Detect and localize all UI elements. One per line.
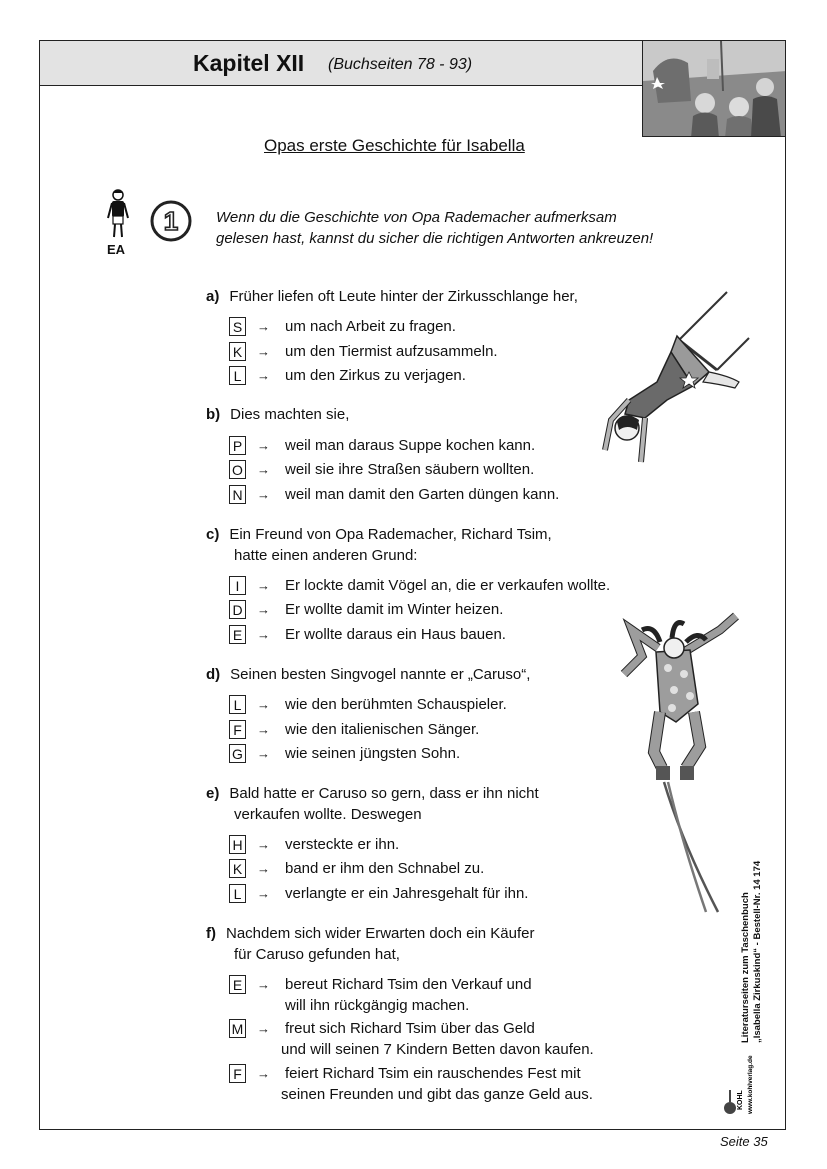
single-work-person-icon bbox=[104, 188, 132, 240]
trapeze-artist-illustration bbox=[597, 290, 752, 465]
publisher-logo bbox=[722, 1050, 754, 1116]
answer-text: Er wollte daraus ein Haus bauen. bbox=[285, 626, 506, 643]
answer-text: Er wollte damit im Winter heizen. bbox=[285, 601, 504, 618]
instruction-line-2: gelesen hast, kannst du sicher die richtigen Antworten ankreuzen! bbox=[216, 230, 654, 247]
answer-text: band er ihm den Schnabel zu. bbox=[285, 860, 485, 877]
arrow-icon: → bbox=[257, 319, 270, 334]
answer-checkbox[interactable]: E bbox=[229, 975, 246, 994]
task-number-badge bbox=[150, 200, 192, 242]
question-b bbox=[206, 404, 349, 425]
answer-checkbox[interactable]: L bbox=[229, 884, 246, 903]
answer-checkbox[interactable]: G bbox=[229, 744, 246, 763]
arrow-icon: → bbox=[257, 462, 270, 477]
question-label: d) bbox=[206, 666, 221, 683]
question-text: Bald hatte er Caruso so gern, dass er ihn nicht bbox=[229, 785, 539, 802]
answer-checkbox[interactable]: O bbox=[229, 460, 246, 479]
arrow-icon: → bbox=[257, 886, 270, 901]
answer-text: bereut Richard Tsim den Verkauf und bbox=[285, 976, 532, 993]
arrow-icon: → bbox=[257, 697, 270, 712]
answer-text: will ihn rückgängig machen. bbox=[285, 997, 470, 1014]
question-text: Ein Freund von Opa Rademacher, Richard Tsim, bbox=[229, 526, 552, 543]
side-note-line-1: Literaturseiten zum Taschenbuch bbox=[740, 892, 751, 1043]
arrow-icon: → bbox=[257, 627, 270, 642]
answer-checkbox[interactable]: D bbox=[229, 600, 246, 619]
arrow-icon: → bbox=[257, 487, 270, 502]
answer-checkbox[interactable]: M bbox=[229, 1019, 246, 1038]
answer-checkbox[interactable]: L bbox=[229, 695, 246, 714]
answer-checkbox[interactable]: E bbox=[229, 625, 246, 644]
question-text: Nachdem sich wider Erwarten doch ein Käufer bbox=[226, 925, 535, 942]
answer-checkbox[interactable]: L bbox=[229, 366, 246, 385]
arrow-icon: → bbox=[257, 602, 270, 617]
arrow-icon: → bbox=[257, 861, 270, 876]
question-text: Dies machten sie, bbox=[230, 406, 350, 423]
answer-checkbox[interactable]: P bbox=[229, 436, 246, 455]
worksheet-title: Opas erste Geschichte für Isabella bbox=[264, 136, 525, 155]
question-c bbox=[206, 524, 552, 566]
publisher-side-note bbox=[740, 861, 764, 1043]
question-label: a) bbox=[206, 288, 220, 305]
circus-illustration bbox=[642, 40, 786, 137]
answer-text: freut sich Richard Tsim über das Geld bbox=[285, 1020, 535, 1037]
answer-text: seinen Freunden und gibt das ganze Geld aus. bbox=[281, 1086, 593, 1103]
ea-label: EA bbox=[107, 242, 126, 257]
publisher-url: www.kohlverlag.de bbox=[747, 1055, 754, 1114]
instruction-text bbox=[216, 207, 653, 249]
arrow-icon: → bbox=[257, 368, 270, 383]
answer-text: wie den italienischen Sänger. bbox=[285, 721, 480, 738]
answer-text: um den Tiermist aufzusammeln. bbox=[285, 343, 498, 360]
question-d bbox=[206, 664, 530, 685]
question-label: b) bbox=[206, 406, 221, 423]
jester-on-stilts-illustration bbox=[602, 612, 747, 917]
answer-text: feiert Richard Tsim ein rauschendes Fest mit bbox=[285, 1065, 581, 1082]
answer-checkbox[interactable]: K bbox=[229, 342, 246, 361]
answer-checkbox[interactable]: I bbox=[229, 576, 246, 595]
answer-checkbox[interactable]: H bbox=[229, 835, 246, 854]
arrow-icon: → bbox=[257, 438, 270, 453]
arrow-icon: → bbox=[257, 837, 270, 852]
publisher-name: KOHL bbox=[737, 1090, 744, 1110]
arrow-icon: → bbox=[257, 1021, 270, 1036]
arrow-icon: → bbox=[257, 344, 270, 359]
answer-text: Er lockte damit Vögel an, die er verkaufen wollte. bbox=[285, 577, 611, 594]
answer-text: wie den berühmten Schauspieler. bbox=[285, 696, 507, 713]
answer-checkbox[interactable]: F bbox=[229, 1064, 246, 1083]
answer-text: versteckte er ihn. bbox=[285, 836, 400, 853]
book-pages-reference: (Buchseiten 78 - 93) bbox=[328, 56, 473, 73]
arrow-icon: → bbox=[257, 977, 270, 992]
answer-text: um den Zirkus zu verjagen. bbox=[285, 367, 466, 384]
question-e bbox=[206, 783, 539, 825]
answer-checkbox[interactable]: N bbox=[229, 485, 246, 504]
side-note-line-2: „Isabella Zirkuskind“ - Bestell-Nr. 14 174 bbox=[752, 860, 763, 1043]
answer-text: weil man damit den Garten düngen kann. bbox=[285, 486, 560, 503]
chapter-title: Kapitel XII bbox=[193, 50, 305, 76]
answer-checkbox[interactable]: S bbox=[229, 317, 246, 336]
arrow-icon: → bbox=[257, 1066, 270, 1081]
question-text: Früher liefen oft Leute hinter der Zirkusschlange her, bbox=[229, 288, 578, 305]
answer-text: wie seinen jüngsten Sohn. bbox=[285, 745, 461, 762]
question-a bbox=[206, 286, 578, 307]
arrow-icon: → bbox=[257, 746, 270, 761]
answer-text: verlangte er ein Jahresgehalt für ihn. bbox=[285, 885, 529, 902]
answer-text: und will seinen 7 Kindern Betten davon kaufen. bbox=[281, 1041, 594, 1058]
answer-checkbox[interactable]: F bbox=[229, 720, 246, 739]
answer-checkbox[interactable]: K bbox=[229, 859, 246, 878]
answer-text: weil man daraus Suppe kochen kann. bbox=[285, 437, 536, 454]
task-number: 1 bbox=[163, 206, 179, 236]
question-label: e) bbox=[206, 785, 220, 802]
answer-text: weil sie ihre Straßen säubern wollten. bbox=[285, 461, 535, 478]
question-f bbox=[206, 923, 534, 965]
question-label: c) bbox=[206, 526, 220, 543]
question-text: hatte einen anderen Grund: bbox=[234, 547, 418, 564]
question-text: Seinen besten Singvogel nannte er „Caruso“, bbox=[230, 666, 531, 683]
question-label: f) bbox=[206, 925, 216, 942]
arrow-icon: → bbox=[257, 578, 270, 593]
arrow-icon: → bbox=[257, 722, 270, 737]
answer-text: um nach Arbeit zu fragen. bbox=[285, 318, 456, 335]
question-text: verkaufen wollte. Deswegen bbox=[234, 806, 422, 823]
question-text: für Caruso gefunden hat, bbox=[234, 946, 400, 963]
page-number: Seite 35 bbox=[720, 1134, 768, 1149]
instruction-line-1: Wenn du die Geschichte von Opa Rademacher aufmerksam bbox=[216, 209, 617, 226]
